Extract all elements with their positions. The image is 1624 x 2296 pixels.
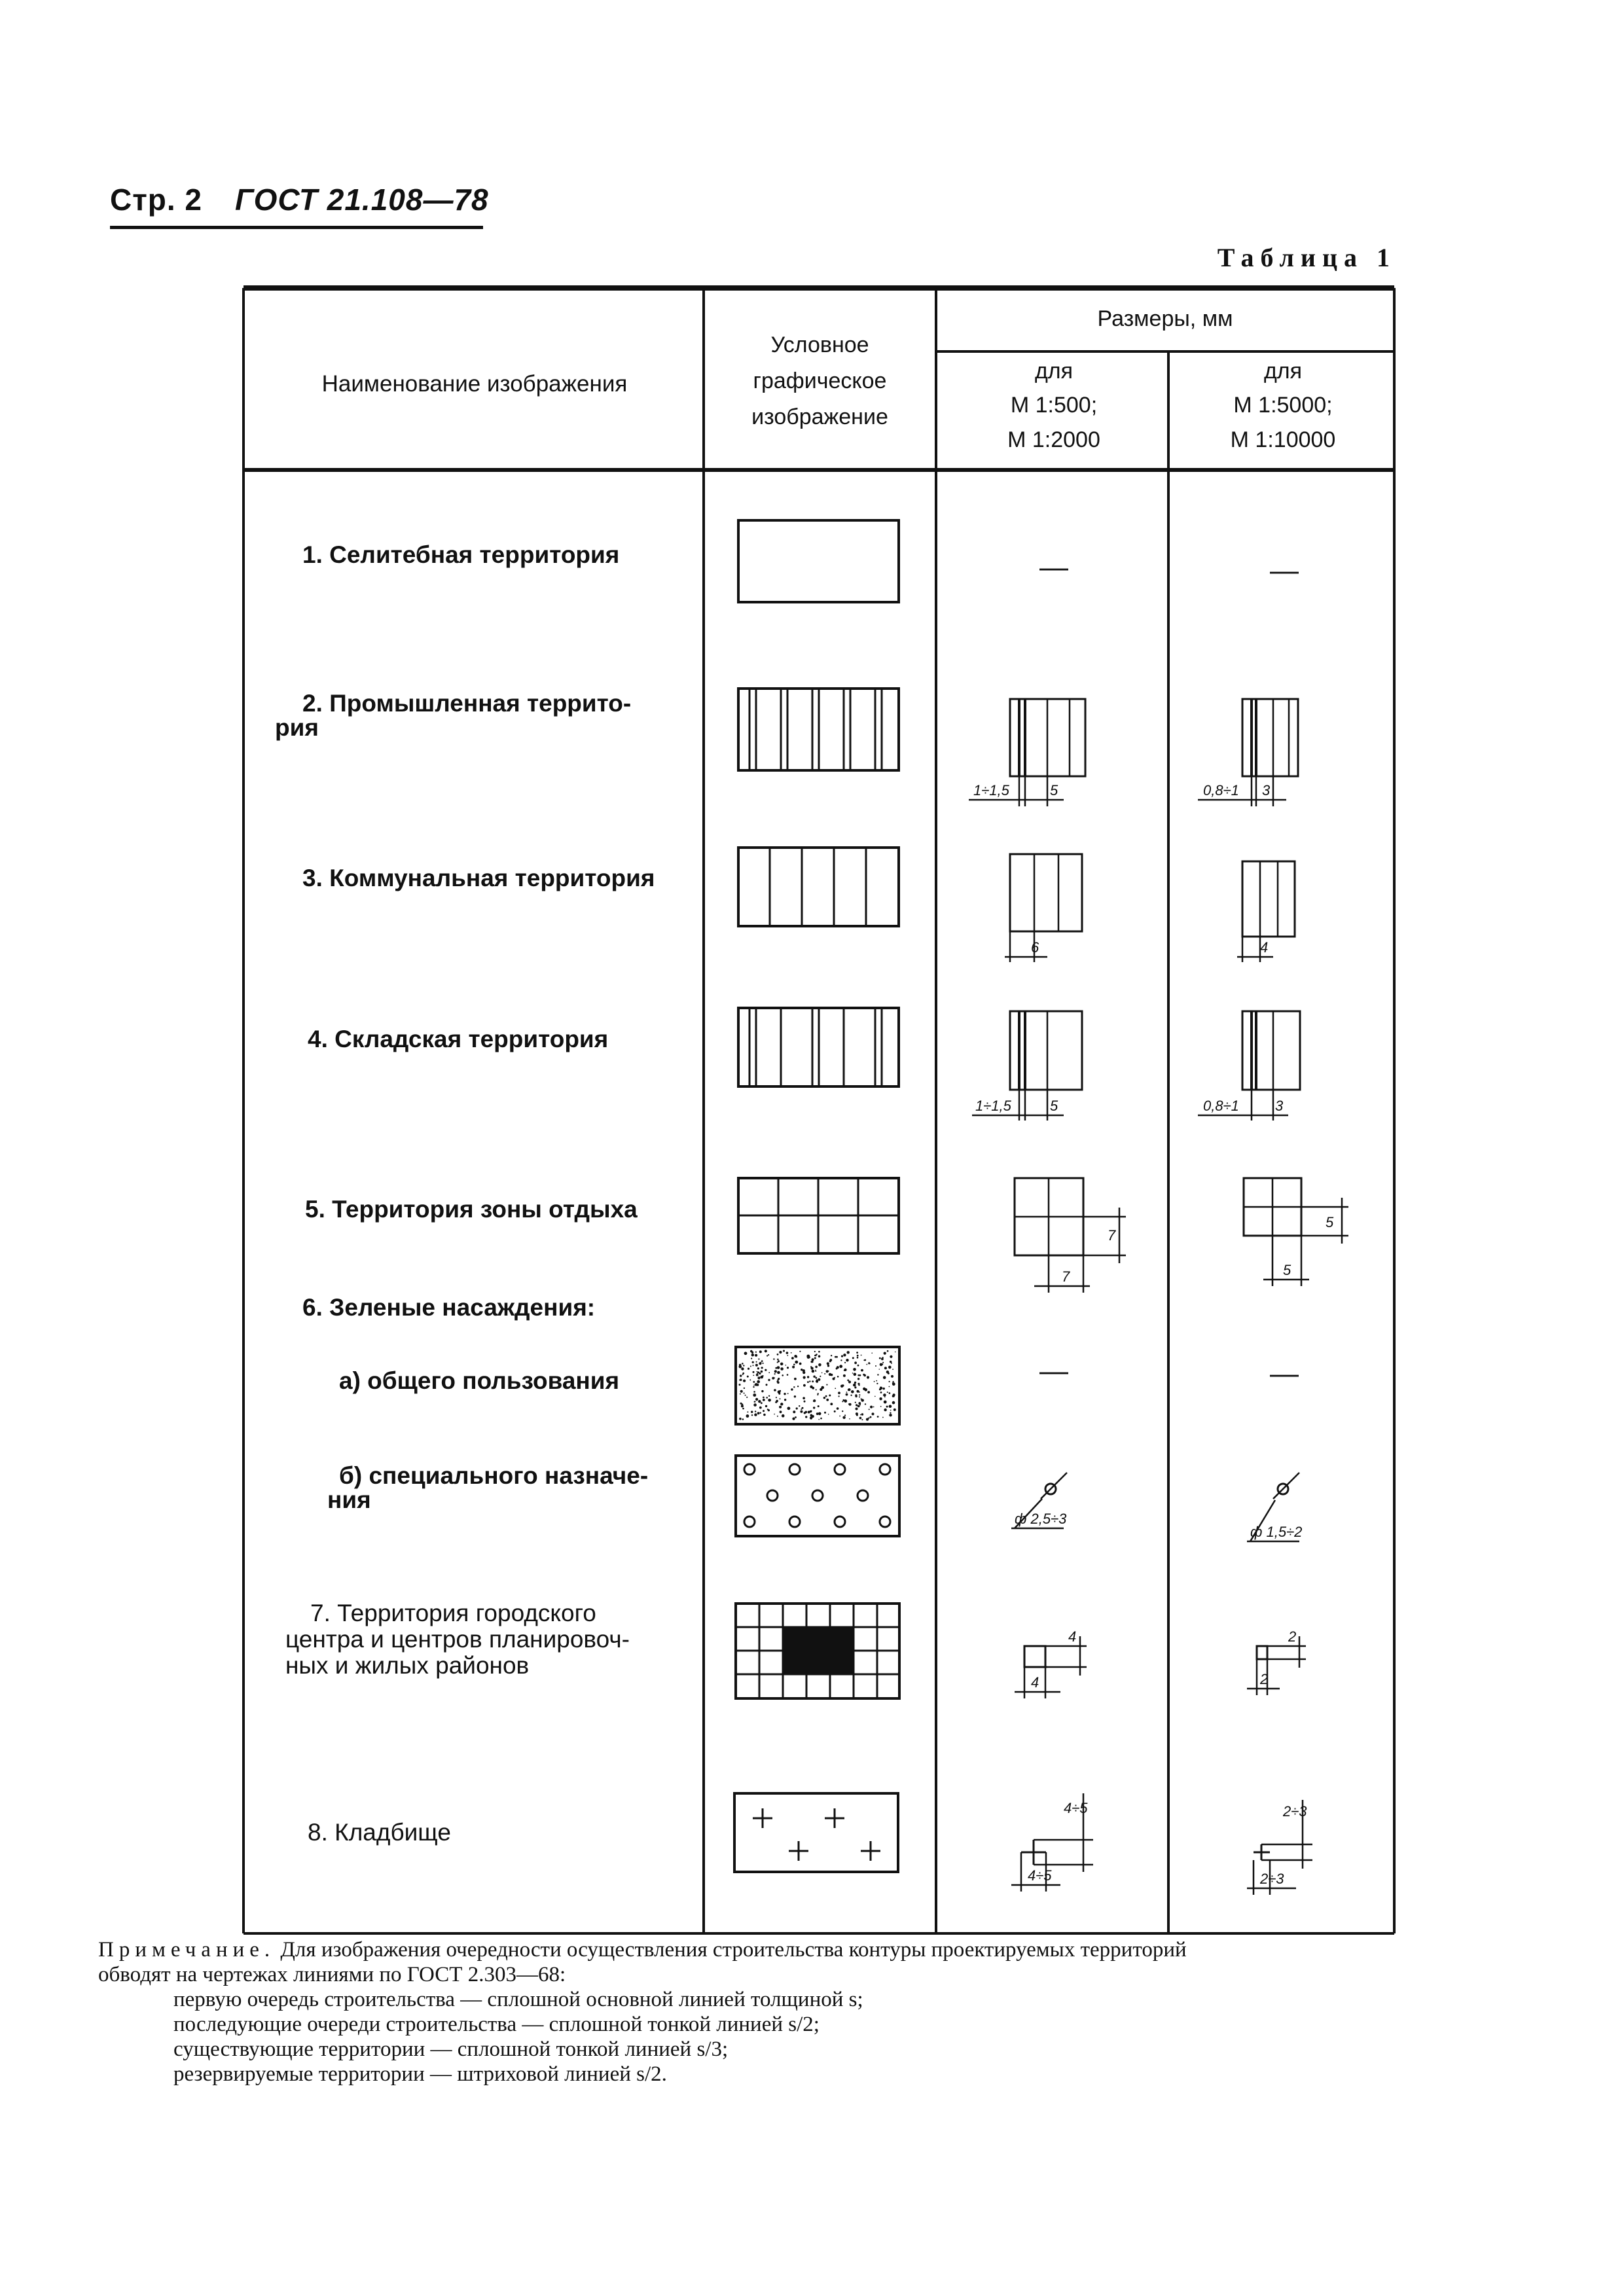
note-item-4: резервируемые территории — штриховой линией s/2. — [173, 2062, 667, 2086]
row-8-label: 8. Кладбище — [308, 1819, 451, 1846]
dim-r5-s1-b: 7 — [1108, 1227, 1116, 1244]
dim-r3-s1: 6 — [1031, 939, 1039, 956]
row-6-label: 6. Зеленые насаждения: — [302, 1294, 596, 1321]
dim-r4-s1-b: 5 — [1050, 1098, 1058, 1114]
dim-r6b-s2: ф 1,5÷2 — [1250, 1524, 1303, 1540]
col-header-scale1-3: М 1:2000 — [1007, 427, 1100, 452]
row-5-label: 5. Территория зоны отдыха — [305, 1196, 638, 1223]
dim-r2-s2-a: 0,8÷1 — [1203, 782, 1239, 798]
row-3-label: 3. Коммунальная территория — [302, 865, 655, 891]
row-2-label-2: рия — [275, 714, 319, 741]
note-item-3: существующие территории — сплошной тонкой линией s/3; — [173, 2037, 729, 2061]
dim-r5-s2-a: 5 — [1283, 1262, 1291, 1278]
note-title: Примечание. — [98, 1938, 276, 1962]
dim-r2-s1-b: 5 — [1050, 782, 1058, 798]
row-7-label-1: 7. Территория городского — [310, 1600, 596, 1626]
row-6a-label: а) общего пользования — [339, 1367, 620, 1394]
dim-r8-s1-a: 4÷5 — [1064, 1800, 1088, 1816]
dim-r7-s2-b: 2 — [1260, 1671, 1269, 1687]
dim-r7-s2-a: 2 — [1288, 1628, 1297, 1645]
dim-r7-s1-a: 4 — [1068, 1628, 1077, 1645]
row-1-scale1-dash: — — [1039, 551, 1068, 583]
dim-r4-s2-a: 0,8÷1 — [1203, 1098, 1239, 1114]
note-item-1: первую очередь строительства — сплошной основной линией толщиной s; — [173, 1988, 863, 2011]
dim-r2-s2-b: 3 — [1262, 782, 1271, 798]
col-header-scale1-2: М 1:500; — [1010, 393, 1098, 418]
row-6a-scale2-dash: — — [1270, 1357, 1299, 1390]
col-header-scale2-2: М 1:5000; — [1233, 393, 1333, 418]
row-6a-scale1-dash: — — [1039, 1355, 1068, 1387]
dim-r6b-s1: ф 2,5÷3 — [1015, 1511, 1067, 1527]
row-4-label: 4. Складская территория — [308, 1026, 609, 1052]
note-line-1: Примечание. Для изображения очередности осуществления строительства контуры проектируемых территорий — [98, 1938, 1187, 1962]
col-header-scale1-1: для — [1034, 359, 1074, 384]
row-1-label: 1. Селитебная территория — [302, 541, 620, 568]
dim-r8-s2-a: 2÷3 — [1283, 1803, 1307, 1820]
dim-r8-s1-b: 4÷5 — [1028, 1867, 1052, 1884]
dim-r4-s1-a: 1÷1,5 — [975, 1098, 1011, 1114]
row-6b-label-2: ния — [327, 1486, 371, 1513]
col-header-symbol-3: изображение — [751, 404, 888, 429]
page-number: Стр. 2 — [110, 183, 202, 217]
row-1-scale2-dash: — — [1270, 554, 1299, 586]
dim-r2-s1-a: 1÷1,5 — [973, 782, 1009, 798]
row-2-label-1: 2. Промышленная террито- — [302, 690, 632, 717]
note-line-2: обводят на чертежах линиями по ГОСТ 2.303—68: — [98, 1963, 566, 1986]
col-header-scale2-1: для — [1263, 359, 1303, 384]
table-title: Таблица 1 — [1217, 243, 1396, 272]
dim-r8-s2-b: 2÷3 — [1260, 1871, 1284, 1887]
row-7-label-3: ных и жилых районов — [285, 1652, 530, 1679]
col-header-scale2-3: М 1:10000 — [1230, 427, 1336, 452]
dim-r5-s2-b: 5 — [1326, 1214, 1334, 1230]
dim-r4-s2-b: 3 — [1275, 1098, 1284, 1114]
note-item-2: последующие очереди строительства — сплошной тонкой линией s/2; — [173, 2013, 820, 2036]
dim-r3-s2: 4 — [1260, 939, 1269, 956]
row-6b-label-1: б) специального назначе- — [339, 1462, 649, 1489]
col-header-symbol-1: Условное — [770, 332, 869, 357]
dim-r7-s1-b: 4 — [1031, 1674, 1039, 1691]
row-7-label-2: центра и центров планировоч- — [285, 1626, 630, 1653]
standard-number: ГОСТ 21.108—78 — [235, 183, 489, 217]
dim-r5-s1-a: 7 — [1062, 1268, 1070, 1285]
col-header-sizes: Размеры, мм — [1097, 306, 1233, 331]
col-header-name: Наименование изображения — [321, 371, 628, 397]
col-header-symbol-2: графическое — [753, 368, 887, 393]
